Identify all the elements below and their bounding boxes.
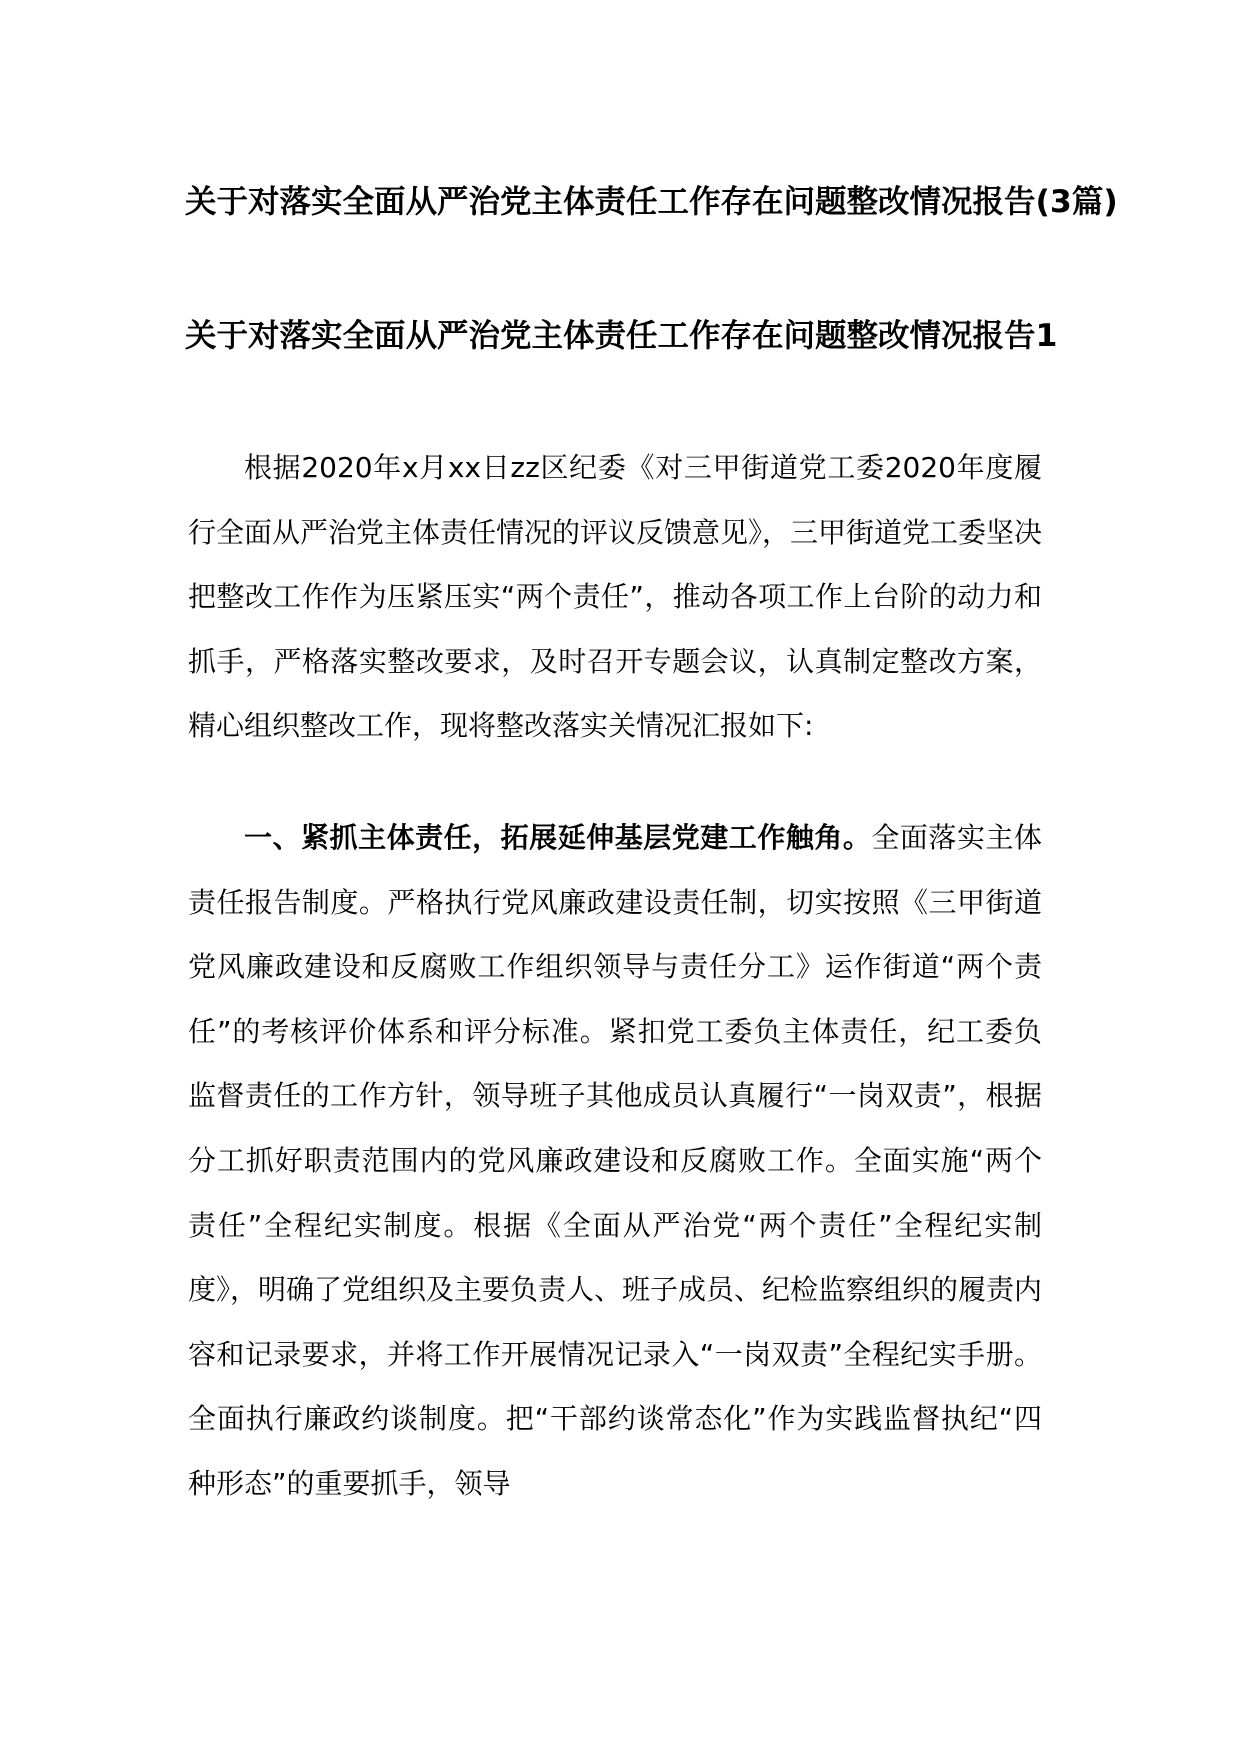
document-title: 关于对落实全面从严治党主体责任工作存在问题整改情况报告(3篇) [185,184,1118,220]
intro-paragraph: 根据2020年x月xx日zz区纪委《对三甲街道党工委2020年度履行全面从严治党主体责任情况的评议反馈意见》，三甲街道党工委坚决把整改工作作为压紧压实“两个责任”，推动各项工作上台阶的动力和抓手，严格落实整改要求，及时召开专题会议，认真制定整改方案，精心组织整改工作，现将整改落实关情况汇报如下: [188,451,1043,743]
point-1-heading: 一、紧抓主体责任，拓展延伸基层党建工作触角。 [244,821,872,854]
section-title: 关于对落实全面从严治党主体责任工作存在问题整改情况报告1 [185,318,1058,354]
point-1-body: 全面落实主体责任报告制度。严格执行党风廉政建设责任制，切实按照《三甲街道党风廉政建设和反腐败工作组织领导与责任分工》运作街道“两个责任”的考核评价体系和评分标准。紧扣党工委负主体责任，纪工委负监督责任的工作方针，领导班子其他成员认真履行“一岗双责”，根据分工抓好职责范围内的党风廉政建设和反腐败工作。全面实施“两个责任”全程纪实制度。根据《全面从严治党“两个责任”全程纪实制度》，明确了党组织及主要负责人、班子成员、纪检监察组织的履责内容和记录要求，并将工作开展情况记录入“一岗双责”全程纪实手册。全面执行廉政约谈制度。把“干部约谈常态化”作为实践监督执纪“四种形态”的重要抓手，领导 [188,821,1043,1500]
point-1-paragraph [188,806,1042,1517]
